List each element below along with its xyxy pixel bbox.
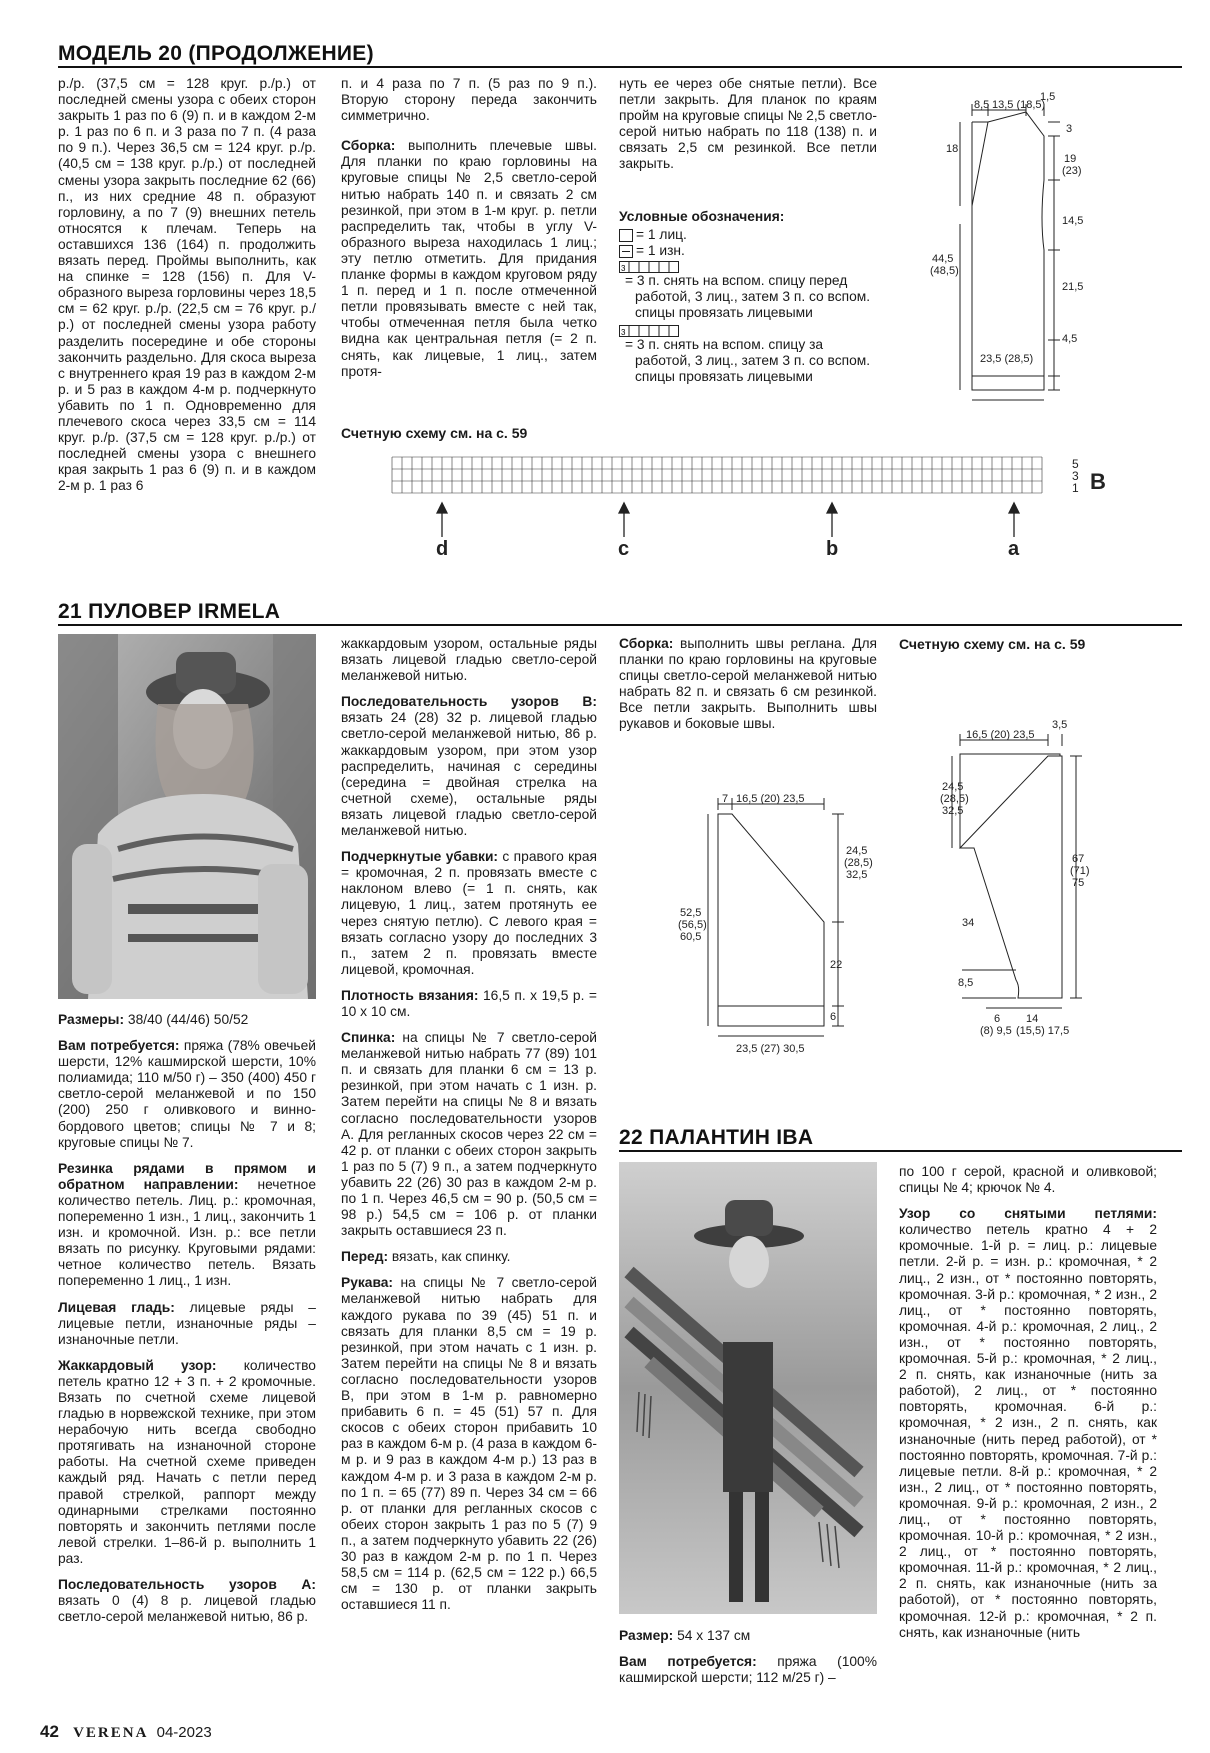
- cable-left-symbol-icon: [619, 261, 679, 273]
- paragraph: Плотность вязания: 16,5 п. х 19,5 р. = 10 х 10 см.: [341, 987, 597, 1019]
- photo-illustration: [58, 634, 316, 999]
- chart-reference: Счетную схему см. на с. 59: [899, 636, 1086, 652]
- model21-column-3: [619, 636, 877, 743]
- section-divider: [58, 66, 1182, 68]
- dim-label: 60,5: [680, 931, 702, 943]
- model20-column-1: [58, 76, 316, 504]
- paragraph: Сборка: выполнить швы реглана. Для планки по краю горловины на круговые спицы светло-серой меланжевой нитью набрать 82 п. и связать 6 см резинкой. Все петли закрыть. Выполнить швы рукавов и боковые швы.: [619, 636, 877, 732]
- paragraph: Вам потребуется: пряжа (78% овечьей шерсти, 12% кашмирской шерсти, 10% полиамида; 110 м/50 г) – 350 (400) 450 г светло-серой меланжевой и по 150 (200) 250 г оливкового и винно-бордового цветов; спицы № 7 и 8; круговые спицы № 7.: [58, 1038, 316, 1150]
- dim-label: 6: [994, 1013, 1001, 1025]
- dim-label: 16,5 (20) 23,5: [736, 793, 805, 805]
- dim-label: 22: [830, 959, 843, 971]
- arrow-label-d: d: [436, 538, 449, 560]
- dim-label: (28,5): [940, 793, 969, 805]
- pattern-letter: B: [1090, 469, 1106, 494]
- arrow-label-c: c: [618, 538, 630, 560]
- dim-label: 67: [1072, 853, 1085, 865]
- dim-label: (23): [1062, 165, 1082, 177]
- dim-label: 1,5: [1040, 91, 1056, 103]
- model22-column-2: [899, 1164, 1157, 1651]
- model22-column-1: [619, 1628, 877, 1696]
- paragraph: по 100 г серой, красной и оливковой; спицы № 4; крючок № 4.: [899, 1164, 1157, 1196]
- page-footer: [40, 1722, 212, 1742]
- paragraph: Последовательность узоров В: вязать 24 (28) 32 р. лицевой гладью светло-серой меланжевой нитью, 86 р. жаккардовым узором, при этом узор распределить, начиная с середины (середина = двойная стрелка на счетной схеме), остальные ряды вязать лицевой гладью светло-серой меланжевой нитью.: [341, 694, 597, 839]
- paragraph: Перед: вязать, как спинку.: [341, 1249, 511, 1265]
- dim-label: (8) 9,5: [980, 1025, 1012, 1037]
- section-title-model20: МОДЕЛЬ 20 (ПРОДОЛЖЕНИЕ): [58, 42, 374, 65]
- model21-body-diagram: [680, 790, 880, 1065]
- dim-label: (56,5): [678, 919, 707, 931]
- dim-label: 18: [946, 143, 959, 155]
- cable-right-symbol-icon: [619, 325, 679, 337]
- paragraph: Подчеркнутые убавки: с правого края = кромочная, 2 п. провязать вместе с наклоном влево (= 1 п. снять, как лицевую, 1 лиц., затем протянуть ее через снятую петлю). С левого края = вязать согласно узору до последних 3 п., затем 2 п. провязать вместе лицевой, кромочная.: [341, 849, 597, 977]
- magazine-name: VERENA: [73, 1725, 149, 1741]
- section-divider: [58, 624, 1182, 626]
- legend-item: 3 = 3 п. снять на вспом. спицу перед работой, 3 лиц., затем 3 п. со вспом. спицы провязать лицевыми: [619, 261, 879, 321]
- paragraph: п. и 4 раза по 7 п. (5 раз по 9 п.). Вторую сторону переда закончить симметрично.: [341, 76, 597, 124]
- paragraph: жаккардовым узором, остальные ряды вязать лицевой гладью светло-серой меланжевой нитью.: [341, 636, 597, 684]
- paragraph: р./р. (37,5 см = 128 круг. р./р.) от последней смены узора с обеих сторон закрыть 1 раз по 6 (9) п. и в каждом 2-м р. 1 раз по 6 п. и 3 раза по 7 п. (4 раза по 9 п.). Через 36,5 см = 124 круг. р./р. (40,5 см = 138 круг. р./р.) от последней смены узора закрыть последние 62 (66) п., из них средние 48 п. образуют горловину, а по 7 (9) внешних петель относятся к плечам. Теперь на оставшихся 136 (164) п. продолжить вязать перед. Проймы выполнить, как на спинке = 128 (156) п. Для V-образного выреза горловины через 18,5 см = 62 круг. р./р. (22,5 см = 76 круг. р./р.) от последней смены узора работу разделить посередине и обе стороны закончить раздельно. Для скоса выреза с внутреннего края 19 раз в каждом 2-м р. и 5 раз в каждом 4-м р. подчеркнуто убавить по 1 п. Одновременно для плечевого скоса через 33,5 см = 114 круг. р./р. (37,5 см = 128 круг. р./р.) от последней смены узора с внешнего края закрыть 1 раз 6 (9) п. и в каждом 2-м р. 1 раз 6: [58, 76, 316, 494]
- dim-label: (48,5): [930, 265, 959, 277]
- paragraph: [341, 138, 597, 379]
- dim-label: 7: [722, 793, 729, 805]
- purl-symbol-icon: [619, 245, 633, 258]
- paragraph: Резинка рядами в прямом и обратном направлении: нечетное количество петель. Лиц. р.: кромочная, попеременно 1 изн., 1 лиц., закончить 1 изн. и кромочной. Изн. р.: все петли вязать по рисунку. Круговыми рядами: четное количество петель. Вязать попеременно 1 лиц., 1 изн.: [58, 1160, 316, 1289]
- model21-column-2: [341, 636, 597, 1623]
- row-number: 3: [1072, 469, 1079, 483]
- legend: [619, 209, 879, 385]
- model20-column-2: [341, 76, 597, 390]
- model20-garment-diagram: [930, 91, 1100, 412]
- dim-label: 21,5: [1062, 281, 1084, 293]
- dim-label: (28,5): [844, 857, 873, 869]
- text: выполнить плечевые швы. Для планки по краю горловины на круговые спицы № 2,5 светло-серой нитью набрать 140 п. и связать 2 см резинкой, при этом в 1-м круг. р. петли распределить так, чтобы в углу V-образного выреза находилась 1 лиц.; эту петлю отметить. Для придания планке формы в каждом круговом ряду 1 п. перед и 1 п. после отмеченной петли провязывать вместе с ней так, чтобы отмеченная петля была четко видна как центральная петля (= 2 п. снять, как лицевые, 1 лиц., затем протя-: [341, 138, 597, 379]
- paragraph: Вам потребуется: пряжа (100% кашмирской шерсти; 112 м/25 г) –: [619, 1654, 877, 1686]
- dim-label: 3: [1066, 123, 1073, 135]
- model21-column-1: [58, 1012, 316, 1635]
- dim-label: 23,5 (27) 30,5: [736, 1043, 805, 1055]
- knit-symbol-icon: [619, 229, 633, 242]
- legend-item: = 1 изн.: [619, 243, 879, 259]
- paragraph: нуть ее через обе снятые петли). Все петли закрыть. Для планок по краям пройм на круговые спицы № 2,5 светло-серой нитью набрать по 118 (138) п. и связать 2,5 см резинкой. Все петли закрыть.: [619, 76, 877, 172]
- section-title-model21: 21 ПУЛОВЕР IRMELA: [58, 600, 281, 623]
- chart-reference: Счетную схему см. на с. 59: [341, 425, 528, 441]
- row-number: 5: [1072, 457, 1079, 471]
- dim-label: 24,5: [846, 845, 868, 857]
- photo-palantin-iba: [619, 1162, 877, 1614]
- row-number: 1: [1072, 481, 1079, 495]
- dim-label: 44,5: [932, 253, 954, 265]
- dim-label: 34: [962, 917, 975, 929]
- arrow-label-a: a: [1008, 538, 1020, 560]
- model20-column-3: [619, 76, 877, 183]
- dim-label: 32,5: [846, 869, 868, 881]
- cable-schema: [390, 455, 1120, 560]
- svg-text:3: 3: [621, 264, 626, 273]
- dim-label: 14,5: [1062, 215, 1084, 227]
- dim-label: 3,5: [1052, 719, 1068, 731]
- section-title-model22: 22 ПАЛАНТИН IBA: [619, 1126, 814, 1149]
- paragraph: Размер: 54 х 137 см: [619, 1628, 751, 1643]
- dim-label: 6: [830, 1011, 837, 1023]
- dim-label: 8,5: [958, 977, 974, 989]
- paragraph: Жаккардовый узор: количество петель кратно 12 + 3 п. + 2 кромочные. Вязать по счетной схеме лицевой гладью в норвежской технике, при этом нерабочую нить всегда свободно протягивать на изнаночной стороне работы. На счетной схеме приведен каждый ряд. Начать с петли перед правой стрелкой, раппорт между одинарными стрелками постоянно повторять и закончить петлями после левой стрелки. 1–86-й р. выполнить 1 раз.: [58, 1357, 316, 1566]
- dim-label: 14: [1026, 1013, 1039, 1025]
- paragraph: Размеры: 38/40 (44/46) 50/52: [58, 1012, 249, 1027]
- dim-label: 24,5: [942, 781, 964, 793]
- legend-title: Условные обозначения:: [619, 209, 785, 224]
- dim-label: 32,5: [942, 805, 964, 817]
- dim-label: 52,5: [680, 907, 702, 919]
- photo-illustration: [619, 1162, 877, 1614]
- svg-text:3: 3: [621, 328, 626, 337]
- legend-item: = 1 лиц.: [619, 227, 879, 243]
- dim-label: 4,5: [1062, 333, 1078, 345]
- paragraph: Лицевая гладь: лицевые ряды – лицевые петли, изнаночные ряды – изнаночные петли.: [58, 1299, 316, 1347]
- label: Сборка:: [341, 138, 396, 154]
- issue-number: 04-2023: [156, 1724, 212, 1741]
- dim-label: 16,5 (20) 23,5: [966, 729, 1035, 741]
- paragraph: Узор со снятыми петлями: количество петель кратно 4 + 2 кромочные. 1-й р. = лиц. р.: лицевые петли. 2-й р. = изн. р.: кромочная, * 2 лиц., 2 изн., от * постоянно повторять, кромочная. 3-й р.: кромочная, * 2 изн., 2 лиц., от * постоянно повторять, кромочная. 4-й р.: кромочная, 2 лиц., 2 изн., от * постоянно повторять, кромочная. 5-й р.: кромочная, * 2 лиц., 2 п. снять, как изнаночные (нить за работой), 2 лиц., от * постоянно повторять, кромочная. 6-й р.: кромочная, * 2 изн., 2 п. снять, как изнаночные (нить перед работой), от * постоянно повторять, кромочная. 7-й р.: лицевые петли. 8-й р.: кромочная, * 2 изн., 2 лиц., от * постоянно повторять, кромочная. 9-й р.: кромочная, 2 изн., 2 лиц., от * постоянно повторять, кромочная. 10-й р.: кромочная, * 2 изн., 2 лиц., от * постоянно повторять, кромочная. 11-й р.: кромочная, * 2 лиц., 2 п. снять, как изнаночные (нить за работой), от * постоянно повторять, кромочная. 12-й р.: кромочная, * 2 п. снять, как изнаночные (нить: [899, 1206, 1157, 1640]
- dim-label: 13,5 (18,5): [992, 99, 1046, 111]
- paragraph: Последовательность узоров А: вязать 0 (4) 8 р. лицевой гладью светло-серой меланжевой нитью, 86 р.: [58, 1577, 316, 1625]
- section-divider: [619, 1150, 1182, 1152]
- dim-label: 8,5: [974, 99, 990, 111]
- dim-label: 75: [1072, 877, 1085, 889]
- legend-item: 3 = 3 п. снять на вспом. спицу за работой, 3 лиц., затем 3 п. со вспом. спицы провязать лицевыми: [619, 325, 879, 385]
- dim-label: (15,5) 17,5: [1016, 1025, 1070, 1037]
- dim-label: (71): [1070, 865, 1090, 877]
- arrow-label-b: b: [826, 538, 839, 560]
- dim-label: 19: [1064, 153, 1077, 165]
- page-number: 42: [40, 1722, 59, 1741]
- paragraph: Рукава: на спицы № 7 светло-серой меланжевой нитью набрать для каждого рукава по 39 (45) 51 п. и связать для планки 8,5 см = 19 р. резинкой, при этом начать с 1 изн. р. Затем перейти на спицы № 8 и вязать согласно последовательности узоров В, при этом в 1-м р. равномерно прибавить 6 п. = 45 (51) 57 п. Для скосов с обеих сторон прибавить 10 раз в каждом 6-м р. (4 раза в каждом 6-м р. и 9 раз в каждом 4-м р.) 13 раз в каждом 4-м р. и 3 раза в каждом 2-м р. по 1 п. = 65 (77) 89 п. Через 34 см = 66 р. от планки для регланных скосов с обеих сторон закрыть 1 раз по 5 (7) 9 п., а затем подчеркнуто убавить 22 (26) 30 раз в каждом 2-м р. по 1 п. Через 58,5 см = 114 р. (62,5 см = 122 р.) 66,5 см = 130 р. от планки закрыть оставшиеся 11 п.: [341, 1275, 597, 1613]
- paragraph: Спинка: на спицы № 7 светло-серой меланжевой нитью набрать 77 (89) 101 п. и связать для планки 6 см = 13 р. резинкой, при этом начать с 1 изн. р. Затем перейти на спицы № 8 и вязать согласно последовательности узоров А. Для регланных скосов через 22 см = 42 р. от планки с обеих сторон закрыть 1 раз по 5 (7) 9 п., а затем подчеркнуто убавить 22 (26) 30 раз в каждом 2-м р. по 1 п. Через 46,5 см = 90 р. (50,5 см = 98 р.) 54,5 см = 106 р. от планки закрыть оставшиеся 23 п.: [341, 1030, 597, 1239]
- dim-label: 23,5 (28,5): [980, 353, 1034, 365]
- photo-pullover-irmela: [58, 634, 316, 999]
- model21-sleeve-diagram: [900, 719, 1110, 1071]
